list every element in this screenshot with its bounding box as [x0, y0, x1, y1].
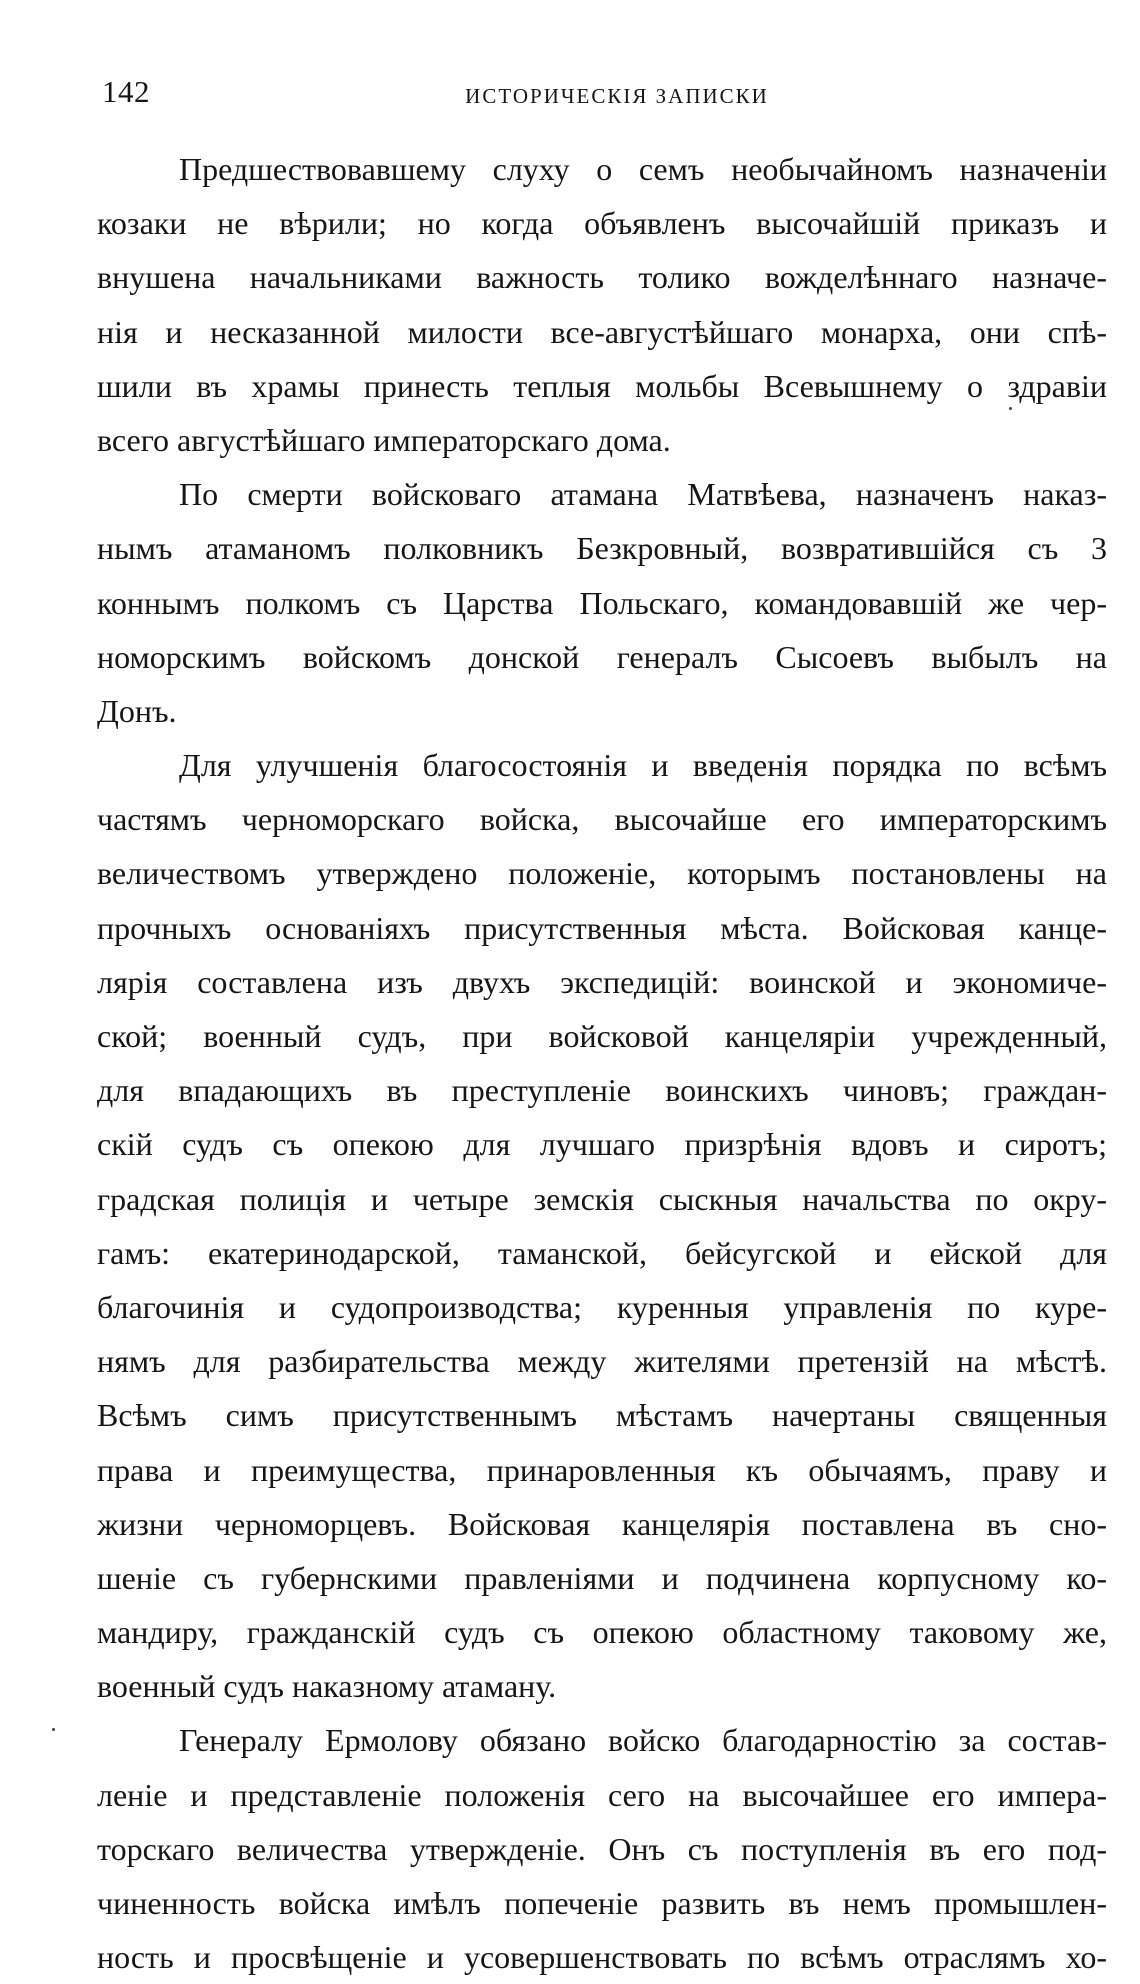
text-line: торскаго величества утвержденіе. Онъ съ поступленія въ его под-: [97, 1830, 1107, 1867]
text-line: лярія составлена изъ двухъ экспедицій: воинской и экономиче-: [97, 963, 1107, 1000]
print-speck: [52, 1728, 55, 1731]
text-line: мандиру, гражданскій судъ съ опекою областному таковому же,: [97, 1614, 1107, 1651]
text-line: частямъ черноморскаго войска, высочайше его императорскимъ: [97, 801, 1107, 838]
text-line: номорскимъ войскомъ донской генералъ Сысоевъ выбылъ на: [97, 638, 1107, 675]
text-line: военный судъ наказному атаману.: [97, 1668, 557, 1705]
text-line: нямъ для разбирательства между жителями претензій на мѣстѣ.: [97, 1343, 1107, 1380]
text-line: градская полиція и четыре земскія сыскныя начальства по окру-: [97, 1180, 1107, 1217]
text-line: Донъ.: [97, 692, 177, 729]
text-line: права и преимущества, принаровленныя къ обычаямъ, праву и: [97, 1451, 1107, 1488]
body-text: [97, 142, 1107, 1984]
paragraph: [97, 467, 1107, 738]
text-line: прочныхъ основаніяхъ присутственныя мѣста. Войсковая канце-: [97, 909, 1107, 946]
running-title: ИСТОРИЧЕСКІЯ ЗАПИСКИ: [465, 84, 769, 108]
text-line: нымъ атаманомъ полковникъ Безкровный, возвратившійся съ 3: [97, 530, 1107, 567]
text-line: нія и несказанной милости все-августѣйшаго монарха, они спѣ-: [97, 313, 1107, 350]
text-line: ской; военный судъ, при войсковой канцеляріи учрежденный,: [97, 1018, 1107, 1054]
text-line: гамъ: екатеринодарской, таманской, бейсугской и ейской для: [97, 1234, 1107, 1271]
text-line: благочинія и судопроизводства; куренныя управленія по куре-: [97, 1288, 1107, 1325]
text-line: жизни черноморцевъ. Войсковая канцелярія поставлена въ сно-: [97, 1505, 1107, 1542]
text-line: шили въ храмы принесть теплыя мольбы Всевышнему о здравіи: [97, 367, 1107, 404]
text-line: чиненность войска имѣлъ попеченіе развить въ немъ промышлен-: [97, 1885, 1107, 1921]
print-speck: [1009, 407, 1012, 410]
text-line: Для улучшенія благосостоянія и введенія порядка по всѣмъ: [179, 747, 1107, 784]
text-line: По смерти войсковаго атамана Матвѣева, назначенъ наказ-: [179, 476, 1107, 513]
text-line: величествомъ утверждено положеніе, которымъ постановлены на: [97, 855, 1107, 892]
paragraph: [97, 1713, 1107, 1984]
paragraph: [97, 142, 1107, 467]
text-line: всего августѣйшаго императорскаго дома.: [97, 421, 671, 458]
text-line: для впадающихъ въ преступленіе воинскихъ чиновъ; граждан-: [97, 1072, 1107, 1109]
text-line: Генералу Ермолову обязано войско благодарностію за состав-: [179, 1722, 1107, 1759]
text-line: козаки не вѣрили; но когда объявленъ высочайшій приказъ и: [97, 205, 1107, 242]
text-line: скій судъ съ опекою для лучшаго призрѣнія вдовъ и сиротъ;: [97, 1126, 1107, 1163]
page-number: 142: [102, 74, 150, 109]
text-line: Предшествовавшему слуху о семъ необычайномъ назначеніи: [179, 151, 1107, 187]
text-line: внушена начальниками важность толико вожделѣннаго назначе-: [97, 259, 1107, 296]
text-line: леніе и представленіе положенія сего на высочайшее его импера-: [97, 1776, 1107, 1813]
text-line: шеніе съ губернскими правленіями и подчинена корпусному ко-: [97, 1559, 1107, 1596]
text-line: Всѣмъ симъ присутственнымъ мѣстамъ начертаны священныя: [97, 1397, 1107, 1434]
page-header: [97, 70, 1107, 120]
paragraph: [97, 738, 1107, 1713]
text-line: коннымъ полкомъ съ Царства Польскаго, командовавшій же чер-: [97, 584, 1107, 621]
text-line: ность и просвѣщеніе и усовершенствовать по всѣмъ отраслямъ хо-: [97, 1939, 1107, 1976]
